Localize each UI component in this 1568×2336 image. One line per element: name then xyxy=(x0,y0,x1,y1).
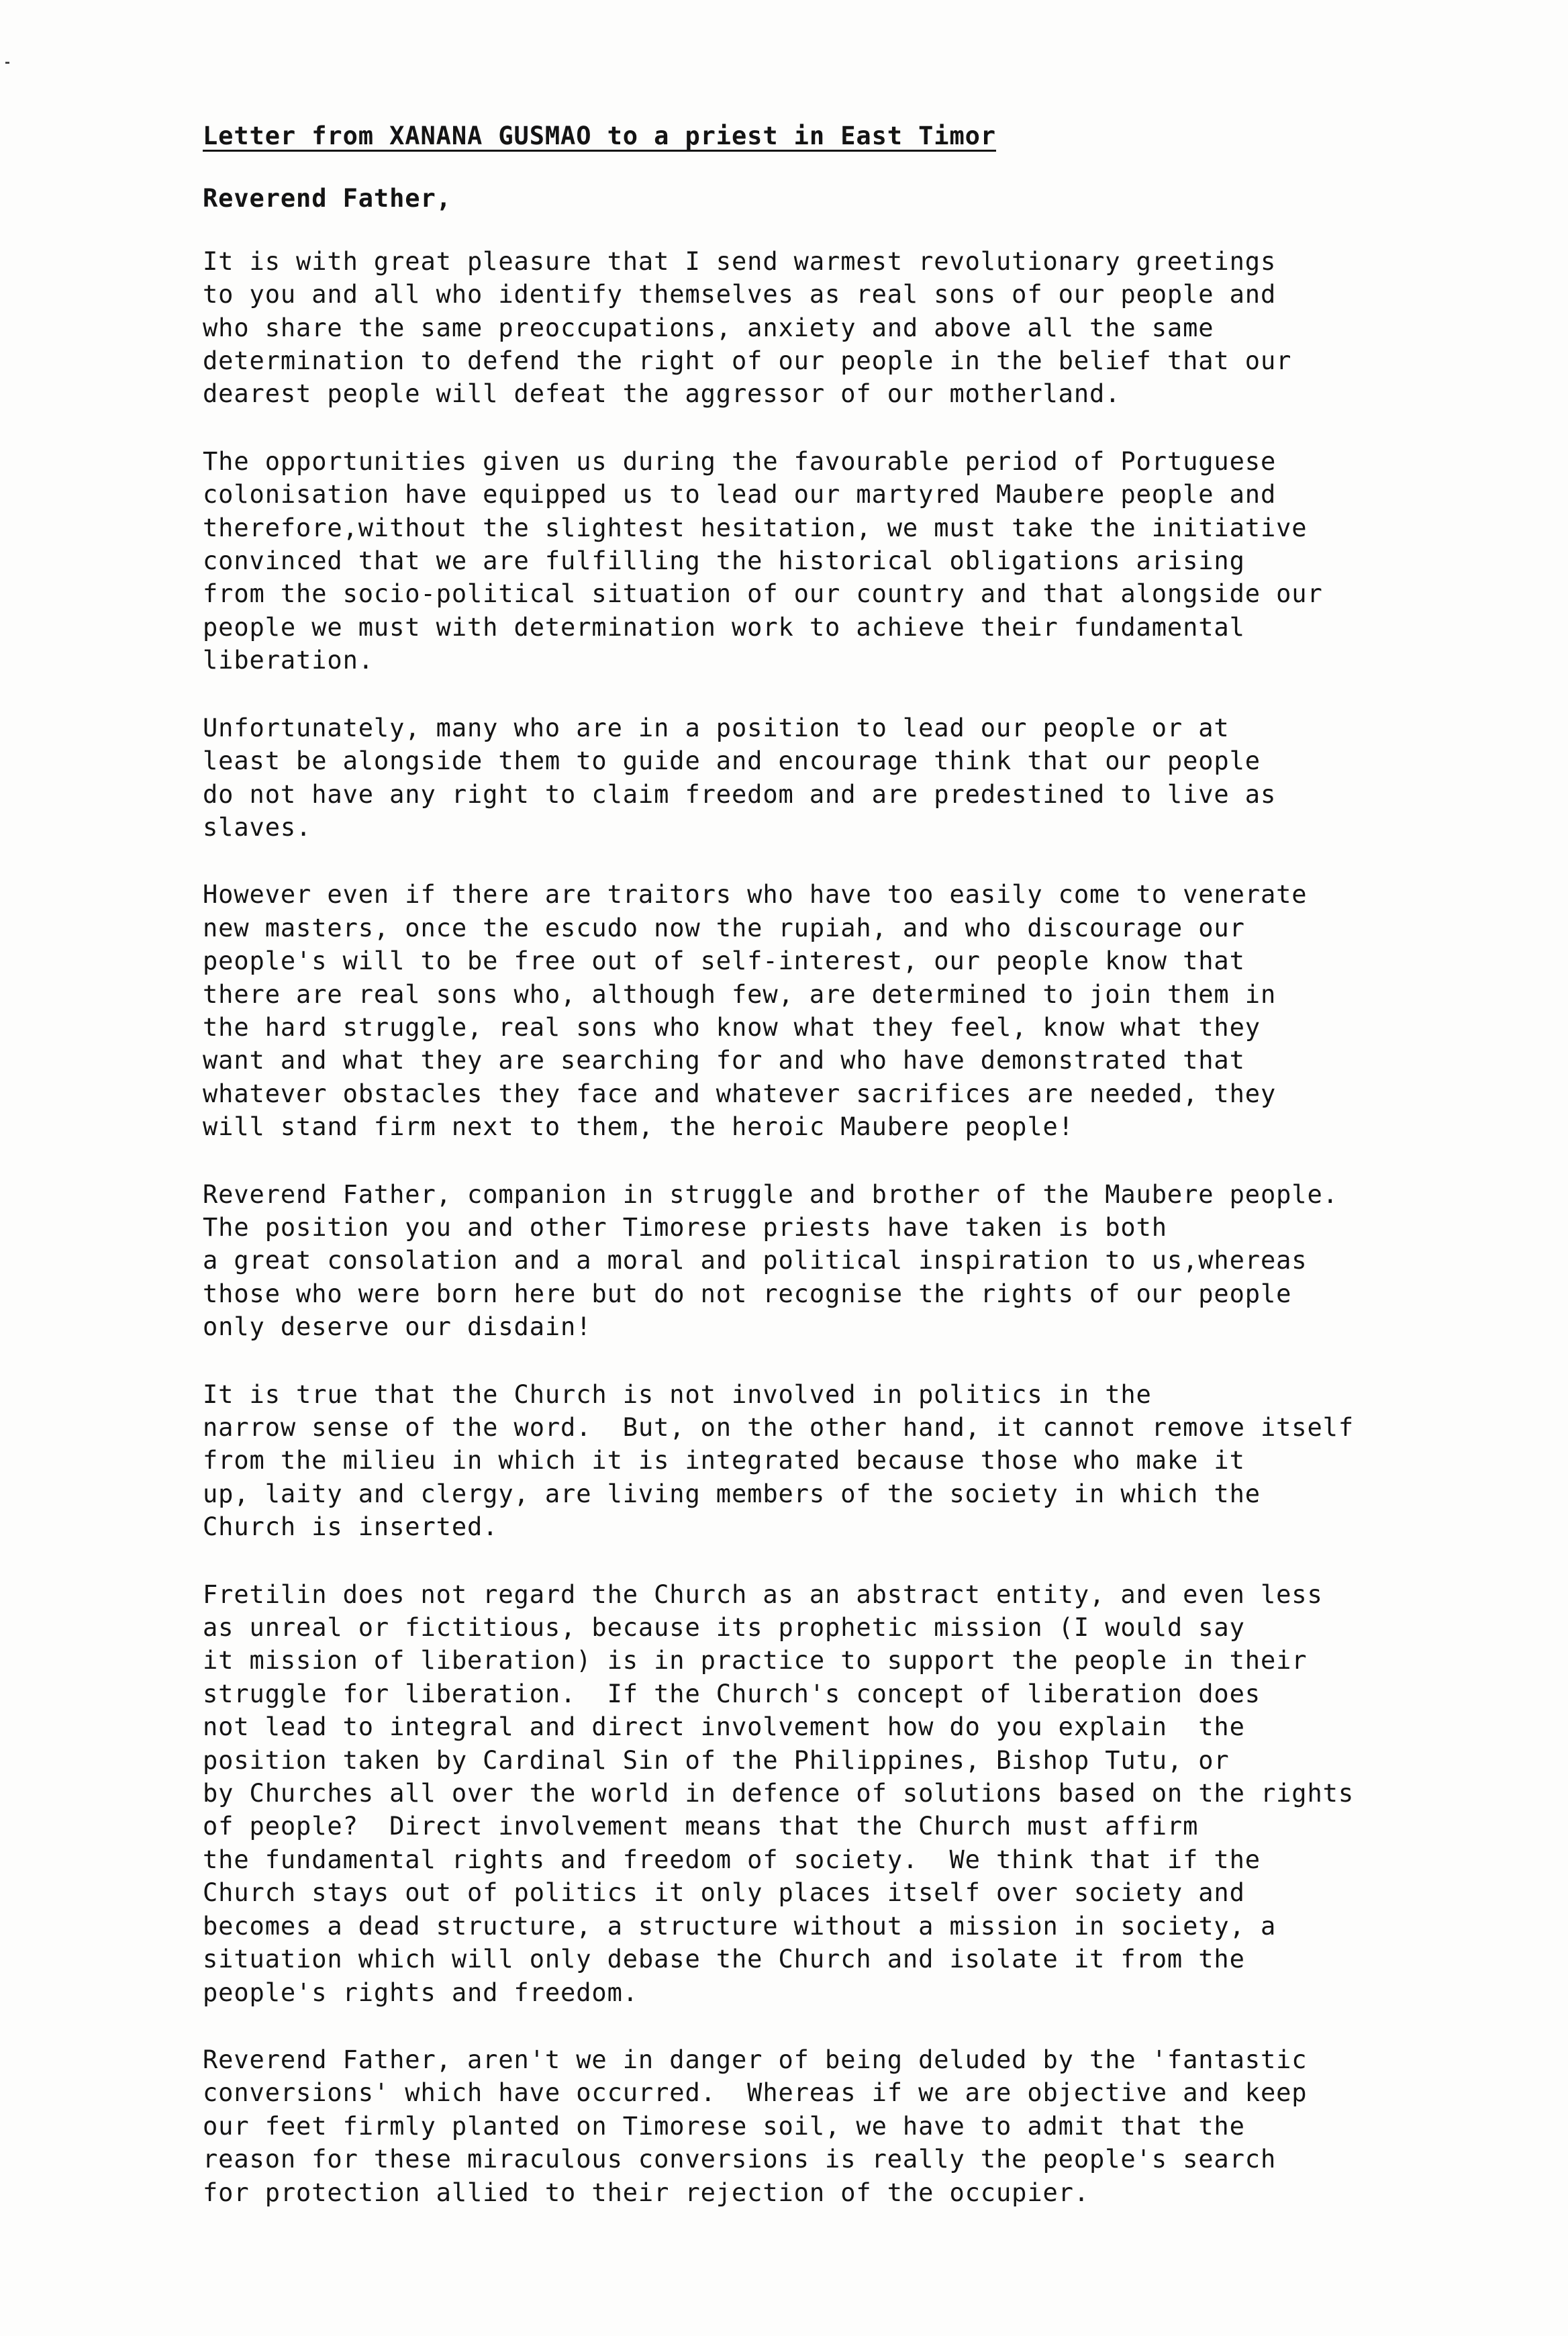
paragraph-line: the fundamental rights and freedom of society. We think that if the xyxy=(203,1845,1261,1874)
paragraph-line: not lead to integral and direct involvement how do you explain the xyxy=(203,1712,1245,1742)
paragraph-line: for protection allied to their rejection of the occupier. xyxy=(203,2178,1090,2207)
paragraph-line: Church stays out of politics it only places itself over society and xyxy=(203,1878,1245,1908)
paragraph-line: from the milieu in which it is integrated because those who make it xyxy=(203,1446,1245,1475)
paragraph-line: slaves. xyxy=(203,812,312,842)
paragraph-line: position taken by Cardinal Sin of the Philippines, Bishop Tutu, or xyxy=(203,1745,1230,1775)
salutation: Reverend Father, xyxy=(203,184,452,213)
paragraph-line: The opportunities given us during the favourable period of Portuguese xyxy=(203,446,1277,476)
paragraph-line: want and what they are searching for and who have demonstrated that xyxy=(203,1046,1245,1075)
paragraph xyxy=(203,445,1478,677)
paragraph-line: It is true that the Church is not involved in politics in the xyxy=(203,1379,1152,1409)
paragraph xyxy=(203,1578,1478,2009)
paragraph-line: from the socio-political situation of our country and that alongside our xyxy=(203,579,1323,609)
paragraph-line: by Churches all over the world in defence of solutions based on the rights xyxy=(203,1779,1355,1808)
paragraph-line: Unfortunately, many who are in a position to lead our people or at xyxy=(203,713,1230,742)
paragraph-line: only deserve our disdain! xyxy=(203,1312,592,1342)
paragraph-line: to you and all who identify themselves as real sons of our people and xyxy=(203,280,1277,309)
paragraph-line: it mission of liberation) is in practice to support the people in their xyxy=(203,1646,1308,1675)
paragraphs xyxy=(203,245,1478,2209)
paragraph-line: determination to defend the right of our people in the belief that our xyxy=(203,346,1292,376)
paragraph-line: colonisation have equipped us to lead our martyred Maubere people and xyxy=(203,480,1277,509)
scan-speck xyxy=(5,62,9,64)
paragraph-line: Reverend Father, companion in struggle and brother of the Maubere people. xyxy=(203,1179,1338,1209)
paragraph-line: It is with great pleasure that I send warmest revolutionary greetings xyxy=(203,246,1277,276)
paragraph-line: our feet firmly planted on Timorese soil, we have to admit that the xyxy=(203,2111,1245,2141)
paragraph-line: situation which will only debase the Church and isolate it from the xyxy=(203,1945,1245,1974)
paragraph-line: who share the same preoccupations, anxiety and above all the same xyxy=(203,313,1214,342)
paragraph-line: becomes a dead structure, a structure without a mission in society, a xyxy=(203,1911,1277,1941)
paragraph-line: of people? Direct involvement means that the Church must affirm xyxy=(203,1812,1199,1841)
paragraph xyxy=(203,878,1478,1143)
paragraph-line: new masters, once the escudo now the rupiah, and who discourage our xyxy=(203,913,1245,942)
paragraph-line: therefore,without the slightest hesitation, we must take the initiative xyxy=(203,513,1308,542)
paragraph-line: conversions' which have occurred. Whereas if we are objective and keep xyxy=(203,2078,1308,2108)
letter-title: Letter from XANANA GUSMAO to a priest in East Timor xyxy=(203,121,996,150)
paragraph-line: people's rights and freedom. xyxy=(203,1978,638,2007)
paragraph-line: will stand firm next to them, the heroic Maubere people! xyxy=(203,1112,1074,1142)
paragraph-line: there are real sons who, although few, are determined to join them in xyxy=(203,979,1277,1009)
paragraph-line: as unreal or fictitious, because its prophetic mission (I would say xyxy=(203,1613,1245,1643)
paragraph-line: Church is inserted. xyxy=(203,1512,499,1542)
paragraph xyxy=(203,1378,1478,1544)
paragraph-line: do not have any right to claim freedom and are predestined to live as xyxy=(203,779,1277,809)
paragraph-line: dearest people will defeat the aggressor of our motherland. xyxy=(203,379,1121,409)
paragraph xyxy=(203,2043,1478,2209)
paragraph-line: liberation. xyxy=(203,646,374,675)
paragraph-line: convinced that we are fulfilling the historical obligations arising xyxy=(203,546,1245,576)
paragraph-line: a great consolation and a moral and political inspiration to us,whereas xyxy=(203,1246,1308,1275)
paragraph-line: up, laity and clergy, are living members of the society in which the xyxy=(203,1479,1261,1508)
paragraph-line: The position you and other Timorese priests have taken is both xyxy=(203,1212,1167,1242)
paragraph-line: narrow sense of the word. But, on the other hand, it cannot remove itself xyxy=(203,1413,1355,1442)
paragraph-line: reason for these miraculous conversions is really the people's search xyxy=(203,2145,1277,2174)
paragraph-line: whatever obstacles they face and whatever sacrifices are needed, they xyxy=(203,1079,1277,1108)
paragraph-line: people's will to be free out of self-interest, our people know that xyxy=(203,946,1245,976)
letter-body xyxy=(203,119,1478,2243)
paragraph-line: people we must with determination work to achieve their fundamental xyxy=(203,612,1245,642)
paragraph-line: Fretilin does not regard the Church as an abstract entity, and even less xyxy=(203,1579,1323,1609)
paragraph xyxy=(203,1178,1478,1344)
paragraph-line: least be alongside them to guide and encourage think that our people xyxy=(203,746,1261,776)
paragraph-line: the hard struggle, real sons who know what they feel, know what they xyxy=(203,1012,1261,1042)
paragraph-line: Reverend Father, aren't we in danger of being deluded by the 'fantastic xyxy=(203,2045,1308,2074)
paragraph-line: However even if there are traitors who have too easily come to venerate xyxy=(203,880,1308,910)
paragraph xyxy=(203,712,1478,844)
paragraph-line: struggle for liberation. If the Church's concept of liberation does xyxy=(203,1679,1261,1708)
paragraph-line: those who were born here but do not recognise the rights of our people xyxy=(203,1279,1292,1308)
paragraph xyxy=(203,245,1478,411)
